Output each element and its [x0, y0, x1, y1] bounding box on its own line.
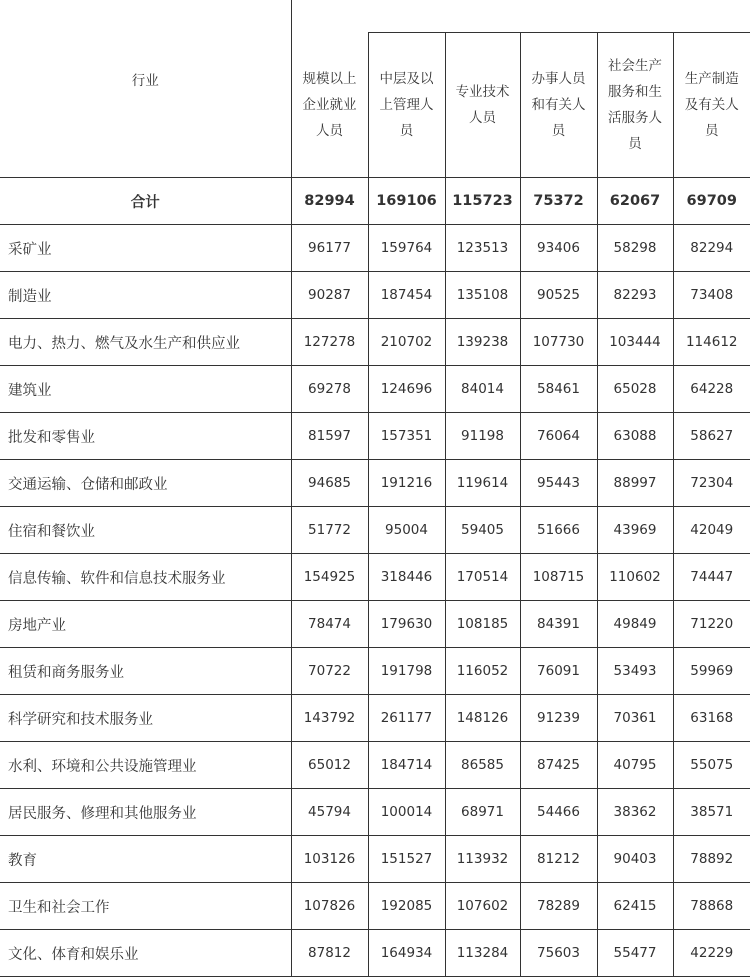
wage-value: 170514: [445, 554, 520, 601]
wage-value: 49849: [597, 601, 673, 648]
table-row: [0, 460, 750, 507]
wage-value: 95004: [368, 507, 445, 554]
column-header-line: 人员: [446, 105, 520, 131]
wage-value: 86585: [445, 742, 520, 789]
column-header-line: 及有关人: [674, 92, 750, 118]
wage-value: 159764: [368, 225, 445, 272]
wage-value: 54466: [520, 789, 597, 836]
wage-value: 58461: [520, 366, 597, 413]
wage-value: 59405: [445, 507, 520, 554]
wage-value: 70361: [597, 695, 673, 742]
total-value: 169106: [368, 178, 445, 225]
wage-value: 164934: [368, 930, 445, 977]
wage-value: 143792: [291, 695, 368, 742]
column-header: [520, 33, 597, 178]
wage-value: 191798: [368, 648, 445, 695]
wage-value: 151527: [368, 836, 445, 883]
wage-value: 113284: [445, 930, 520, 977]
wage-value: 62415: [597, 883, 673, 930]
wage-value: 107730: [520, 319, 597, 366]
wage-value: 88997: [597, 460, 673, 507]
wage-value: 113932: [445, 836, 520, 883]
table-row: [0, 883, 750, 930]
wage-value: 81597: [291, 413, 368, 460]
column-header-line: 专业技术: [446, 79, 520, 105]
wage-value: 210702: [368, 319, 445, 366]
industry-header-cell: 行业: [0, 0, 291, 178]
column-header: [597, 33, 673, 178]
header-group-spacer: [291, 0, 368, 33]
wage-value: 127278: [291, 319, 368, 366]
table-row: [0, 742, 750, 789]
wage-value: 90287: [291, 272, 368, 319]
wage-value: 38571: [673, 789, 750, 836]
total-value: 75372: [520, 178, 597, 225]
wage-value: 40795: [597, 742, 673, 789]
table-row: [0, 366, 750, 413]
wage-value: 139238: [445, 319, 520, 366]
industry-name: 卫生和社会工作: [0, 883, 291, 930]
table-row: [0, 695, 750, 742]
wage-value: 103444: [597, 319, 673, 366]
industry-name: 教育: [0, 836, 291, 883]
column-header: [368, 33, 445, 178]
wage-value: 78474: [291, 601, 368, 648]
table-row: [0, 225, 750, 272]
industry-name: 居民服务、修理和其他服务业: [0, 789, 291, 836]
wage-value: 135108: [445, 272, 520, 319]
table-row: [0, 836, 750, 883]
wage-value: 261177: [368, 695, 445, 742]
wage-value: 59969: [673, 648, 750, 695]
table-row: [0, 413, 750, 460]
wage-value: 45794: [291, 789, 368, 836]
total-row: [0, 178, 750, 225]
industry-name: 住宿和餐饮业: [0, 507, 291, 554]
wage-value: 110602: [597, 554, 673, 601]
wage-value: 184714: [368, 742, 445, 789]
industry-name: 科学研究和技术服务业: [0, 695, 291, 742]
wage-value: 107826: [291, 883, 368, 930]
wage-value: 148126: [445, 695, 520, 742]
wage-value: 179630: [368, 601, 445, 648]
industry-name: 批发和零售业: [0, 413, 291, 460]
column-header-line: 活服务人: [598, 105, 673, 131]
wage-value: 75603: [520, 930, 597, 977]
wage-value: 90403: [597, 836, 673, 883]
column-header-line: 上管理人: [369, 92, 445, 118]
table-row: [0, 648, 750, 695]
column-header-line: 员: [521, 118, 597, 144]
total-label: 合计: [0, 178, 291, 225]
wage-value: 90525: [520, 272, 597, 319]
wage-value: 78892: [673, 836, 750, 883]
column-header: [445, 33, 520, 178]
total-value: 69709: [673, 178, 750, 225]
wage-value: 95443: [520, 460, 597, 507]
wage-value: 74447: [673, 554, 750, 601]
column-header-line: 员: [369, 118, 445, 144]
wage-value: 55477: [597, 930, 673, 977]
industry-name: 采矿业: [0, 225, 291, 272]
wage-value: 318446: [368, 554, 445, 601]
wage-value: 116052: [445, 648, 520, 695]
wage-value: 53493: [597, 648, 673, 695]
wage-value: 51772: [291, 507, 368, 554]
table-row: [0, 319, 750, 366]
wage-value: 91239: [520, 695, 597, 742]
column-header-line: 企业就业: [292, 92, 368, 118]
wage-value: 64228: [673, 366, 750, 413]
wage-value: 55075: [673, 742, 750, 789]
industry-name: 制造业: [0, 272, 291, 319]
wage-value: 42049: [673, 507, 750, 554]
column-header: [673, 33, 750, 178]
wage-value: 76091: [520, 648, 597, 695]
wage-value: 69278: [291, 366, 368, 413]
wage-value: 43969: [597, 507, 673, 554]
wage-value: 65012: [291, 742, 368, 789]
wage-value: 87812: [291, 930, 368, 977]
wage-value: 124696: [368, 366, 445, 413]
table-row: [0, 601, 750, 648]
table-row: [0, 789, 750, 836]
wage-value: 93406: [520, 225, 597, 272]
column-header-line: 办事人员: [521, 66, 597, 92]
wage-value: 123513: [445, 225, 520, 272]
industry-name: 文化、体育和娱乐业: [0, 930, 291, 977]
wage-value: 78868: [673, 883, 750, 930]
wage-value: 82294: [673, 225, 750, 272]
total-value: 62067: [597, 178, 673, 225]
table-row: [0, 930, 750, 977]
wage-value: 154925: [291, 554, 368, 601]
wage-value: 108185: [445, 601, 520, 648]
wage-value: 76064: [520, 413, 597, 460]
wage-value: 91198: [445, 413, 520, 460]
wage-value: 96177: [291, 225, 368, 272]
total-value: 115723: [445, 178, 520, 225]
column-header: [291, 33, 368, 178]
wage-value: 63168: [673, 695, 750, 742]
industry-name: 交通运输、仓储和邮政业: [0, 460, 291, 507]
wage-value: 87425: [520, 742, 597, 789]
header-top-strip: [0, 0, 750, 33]
wage-value: 94685: [291, 460, 368, 507]
column-header-line: 员: [598, 131, 673, 157]
wage-value: 51666: [520, 507, 597, 554]
wage-value: 103126: [291, 836, 368, 883]
wage-value: 73408: [673, 272, 750, 319]
industry-name: 建筑业: [0, 366, 291, 413]
total-value: 82994: [291, 178, 368, 225]
wage-value: 38362: [597, 789, 673, 836]
wage-value: 114612: [673, 319, 750, 366]
wage-value: 65028: [597, 366, 673, 413]
wage-value: 68971: [445, 789, 520, 836]
wage-value: 78289: [520, 883, 597, 930]
wage-value: 70722: [291, 648, 368, 695]
industry-name: 租赁和商务服务业: [0, 648, 291, 695]
wage-value: 63088: [597, 413, 673, 460]
wage-value: 119614: [445, 460, 520, 507]
wage-value: 72304: [673, 460, 750, 507]
column-header-line: 中层及以: [369, 66, 445, 92]
wage-value: 81212: [520, 836, 597, 883]
wage-value: 58298: [597, 225, 673, 272]
wage-value: 100014: [368, 789, 445, 836]
column-header-line: 规模以上: [292, 66, 368, 92]
wage-value: 58627: [673, 413, 750, 460]
wage-value: 82293: [597, 272, 673, 319]
wage-value: 42229: [673, 930, 750, 977]
column-header-line: 员: [674, 118, 750, 144]
wage-value: 187454: [368, 272, 445, 319]
column-header-line: 社会生产: [598, 53, 673, 79]
table-row: [0, 507, 750, 554]
wage-value: 108715: [520, 554, 597, 601]
column-header-line: 人员: [292, 118, 368, 144]
wage-value: 107602: [445, 883, 520, 930]
column-header-line: 服务和生: [598, 79, 673, 105]
column-header-line: 和有关人: [521, 92, 597, 118]
wage-value: 71220: [673, 601, 750, 648]
column-header-line: 生产制造: [674, 66, 750, 92]
table-row: [0, 272, 750, 319]
wage-value: 84391: [520, 601, 597, 648]
wage-value: 157351: [368, 413, 445, 460]
wage-value: 192085: [368, 883, 445, 930]
industry-name: 电力、热力、燃气及水生产和供应业: [0, 319, 291, 366]
industry-name: 房地产业: [0, 601, 291, 648]
industry-name: 信息传输、软件和信息技术服务业: [0, 554, 291, 601]
table-row: [0, 554, 750, 601]
wage-value: 84014: [445, 366, 520, 413]
industry-name: 水利、环境和公共设施管理业: [0, 742, 291, 789]
wage-value: 191216: [368, 460, 445, 507]
